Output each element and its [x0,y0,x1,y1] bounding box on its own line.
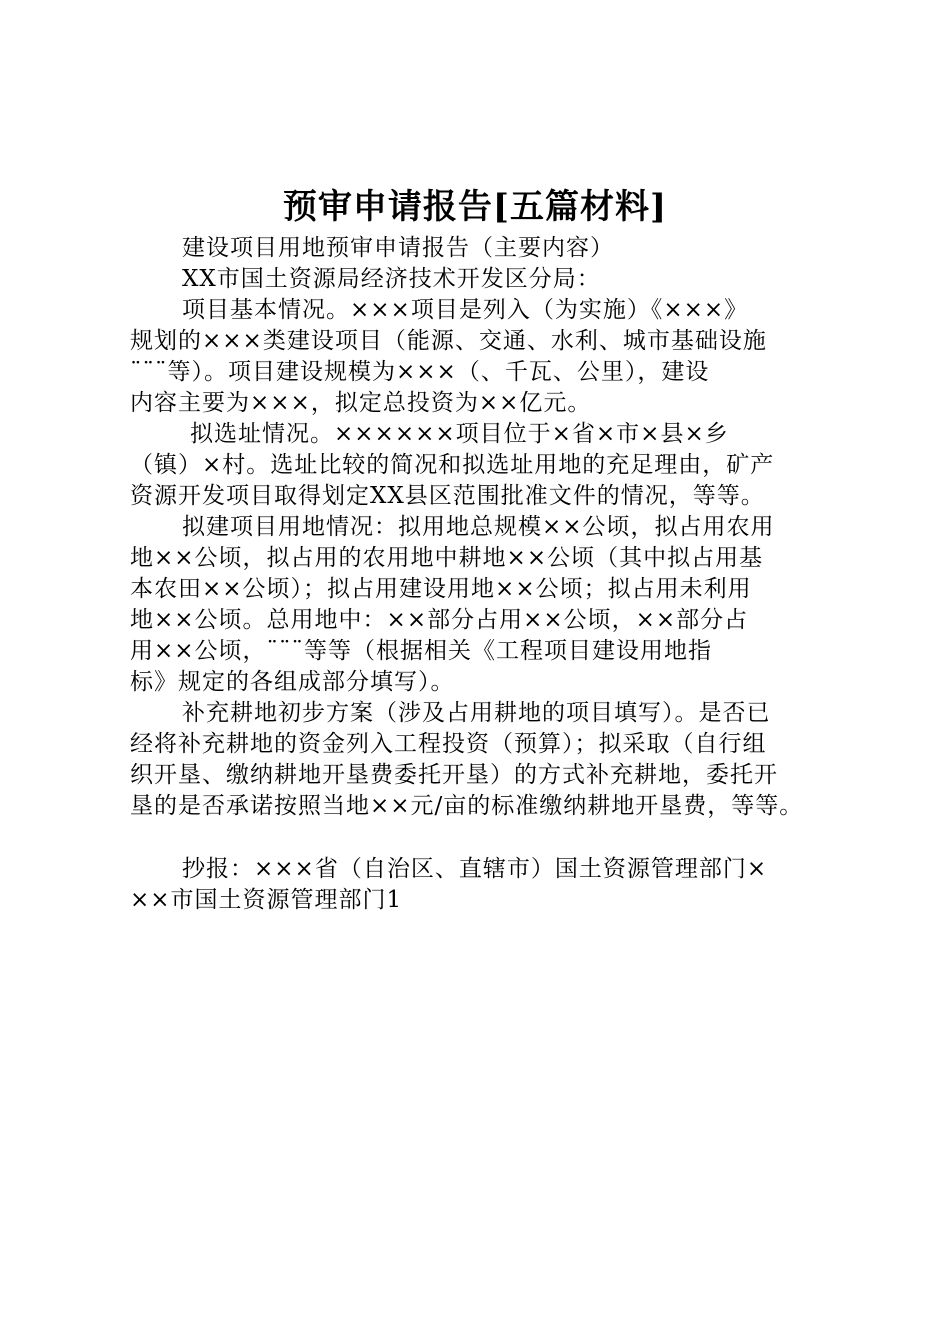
body-line: 规划的×××类建设项目（能源、交通、水利、城市基础设施 [130,328,767,354]
document-body [130,233,830,916]
body-line: 地××公顷。总用地中：××部分占用××公顷，××部分占 [130,607,749,633]
body-line: 拟建项目用地情况：拟用地总规模××公顷，拟占用农用 [182,514,775,540]
body-line: 项目基本情况。×××项目是列入（为实施）《×××》 [182,297,749,323]
document-title: 预审申请报告[五篇材料] [282,187,668,227]
body-line: 补充耕地初步方案（涉及占用耕地的项目填写）。是否已 [182,700,771,726]
body-line: 本农田××公顷）；拟占用建设用地××公顷；拟占用未利用 [130,576,752,602]
cc-line: 抄报：×××省（自治区、直辖市）国土资源管理部门× [182,856,768,882]
blank-line [130,822,830,854]
body-line: 垦的是否承诺按照当地××元/亩的标准缴纳耕地开垦费，等等。 [130,793,804,819]
body-line: （镇）×村。选址比较的简况和拟选址用地的充足理由，矿产 [130,452,775,478]
body-line: 织开垦、缴纳耕地开垦费委托开垦）的方式补充耕地，委托开 [130,762,778,788]
body-line: 资源开发项目取得划定XX县区范围批准文件的情况，等等。 [130,483,765,509]
body-line: 用××公顷，¨¨¨等等（根据相关《工程项目建设用地指 [130,638,713,664]
body-line: 标》规定的各组成部分填写）。 [130,669,455,695]
body-line: 拟选址情况。××××××项目位于×省×市×县×乡 [190,421,729,447]
addressee-line: XX市国土资源局经济技术开发区分局： [182,266,601,292]
body-line: 经将补充耕地的资金列入工程投资（预算）；拟采取（自行组 [130,731,767,757]
body-line: 内容主要为×××，拟定总投资为××亿元。 [130,390,592,416]
body-line: ¨¨¨等）。项目建设规模为×××（、千瓦、公里），建设 [130,359,710,385]
cc-line: ××市国土资源管理部门1 [130,887,403,913]
body-line: 建设项目用地预审申请报告（主要内容） [182,235,614,261]
body-line: 地××公顷，拟占用的农用地中耕地××公顷（其中拟占用基 [130,545,764,571]
